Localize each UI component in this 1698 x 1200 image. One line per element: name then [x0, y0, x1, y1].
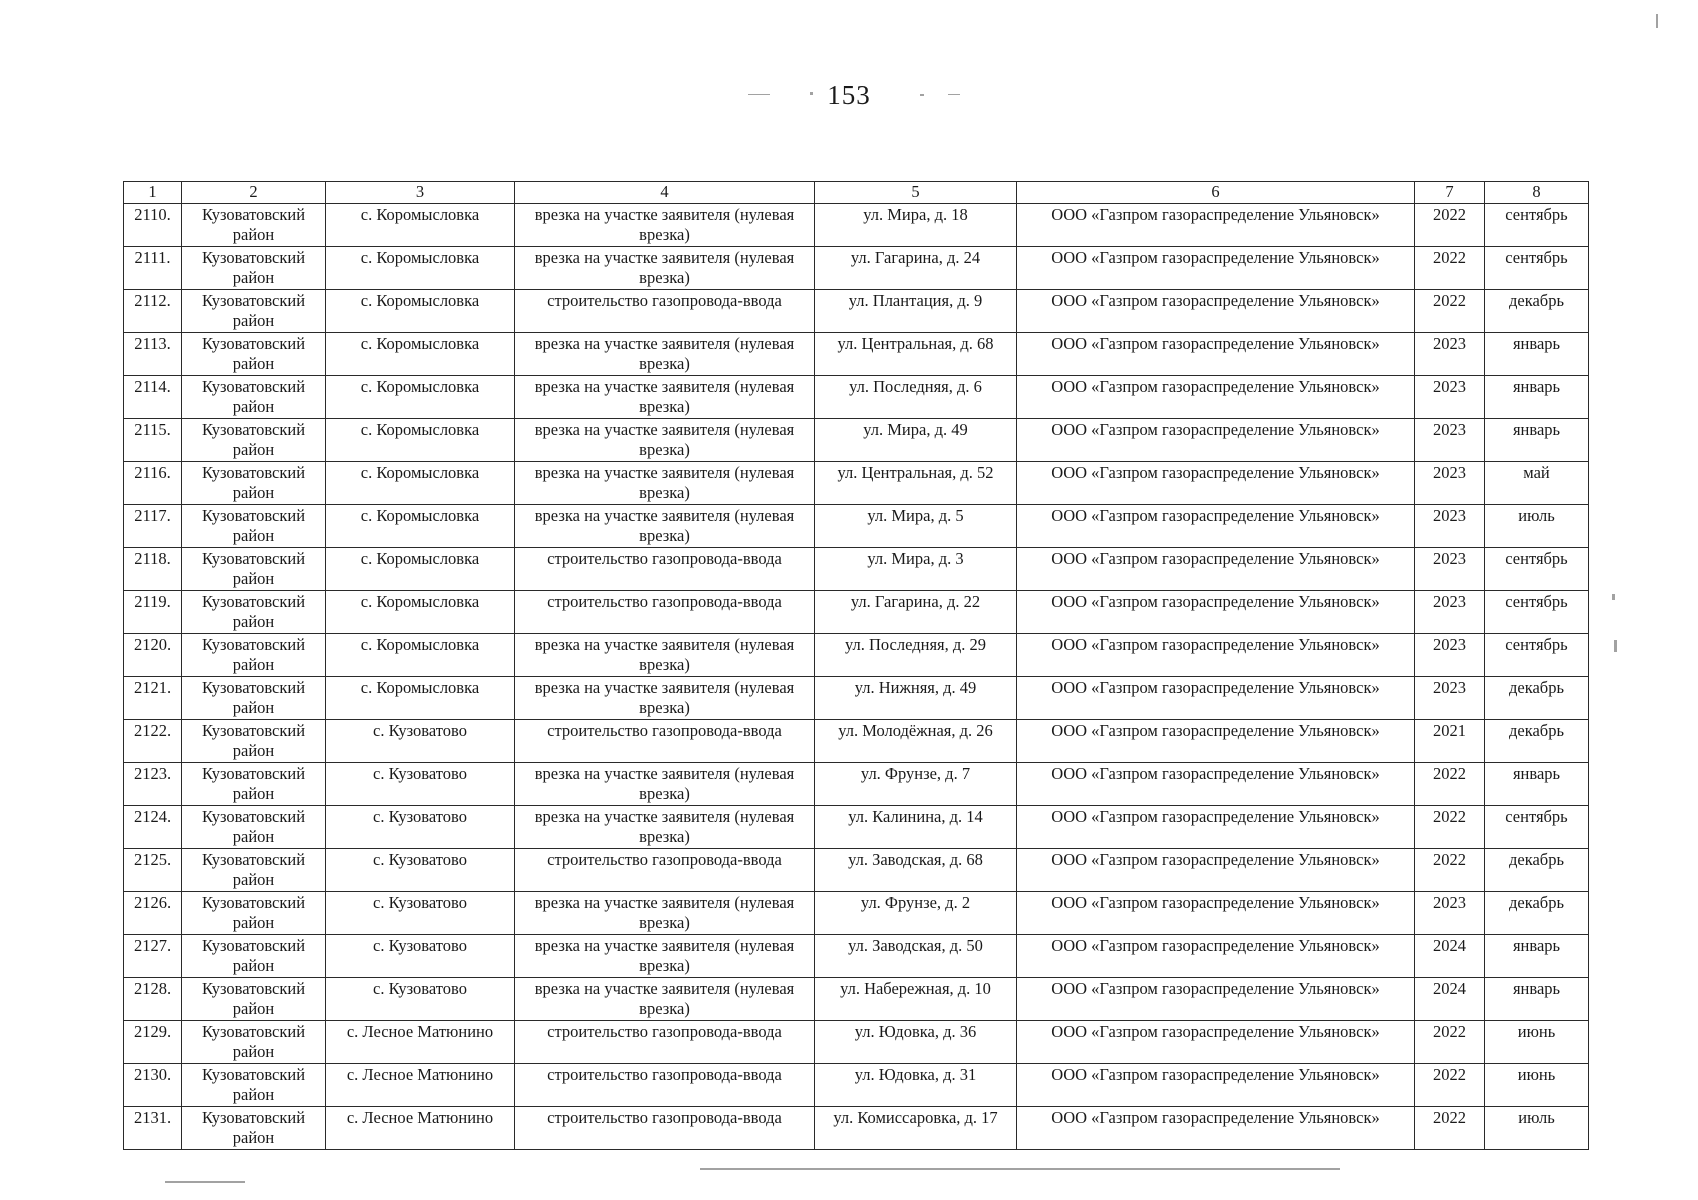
table-row: [124, 505, 1589, 548]
organization-cell: ООО «Газпром газораспределение Ульяновск»: [1017, 204, 1415, 247]
organization-cell: ООО «Газпром газораспределение Ульяновск»: [1017, 1107, 1415, 1150]
scan-artifact: [748, 94, 770, 95]
row-number-cell: 2129.: [124, 1021, 182, 1064]
table-row: [124, 677, 1589, 720]
row-number-cell: 2110.: [124, 204, 182, 247]
district-cell: Кузоватовский район: [182, 548, 326, 591]
scan-artifact: [920, 94, 924, 96]
month-cell: декабрь: [1485, 290, 1589, 333]
address-cell: ул. Комиссаровка, д. 17: [815, 1107, 1017, 1150]
month-cell: январь: [1485, 978, 1589, 1021]
year-cell: 2022: [1415, 1064, 1485, 1107]
year-cell: 2022: [1415, 290, 1485, 333]
month-cell: декабрь: [1485, 892, 1589, 935]
work-type-cell: врезка на участке заявителя (нулевая врезка): [515, 376, 815, 419]
year-cell: 2023: [1415, 333, 1485, 376]
organization-cell: ООО «Газпром газораспределение Ульяновск»: [1017, 419, 1415, 462]
year-cell: 2022: [1415, 763, 1485, 806]
address-cell: ул. Набережная, д. 10: [815, 978, 1017, 1021]
work-type-cell: строительство газопровода-ввода: [515, 591, 815, 634]
district-cell: Кузоватовский район: [182, 247, 326, 290]
address-cell: ул. Молодёжная, д. 26: [815, 720, 1017, 763]
row-number-cell: 2118.: [124, 548, 182, 591]
scan-artifact: [810, 92, 813, 95]
settlement-cell: с. Кузоватово: [326, 978, 515, 1021]
organization-cell: ООО «Газпром газораспределение Ульяновск»: [1017, 806, 1415, 849]
work-type-cell: строительство газопровода-ввода: [515, 1064, 815, 1107]
district-cell: Кузоватовский район: [182, 806, 326, 849]
address-cell: ул. Заводская, д. 68: [815, 849, 1017, 892]
district-cell: Кузоватовский район: [182, 634, 326, 677]
district-cell: Кузоватовский район: [182, 892, 326, 935]
organization-cell: ООО «Газпром газораспределение Ульяновск»: [1017, 548, 1415, 591]
district-cell: Кузоватовский район: [182, 1021, 326, 1064]
district-cell: Кузоватовский район: [182, 677, 326, 720]
settlement-cell: с. Коромысловка: [326, 247, 515, 290]
district-cell: Кузоватовский район: [182, 419, 326, 462]
row-number-cell: 2116.: [124, 462, 182, 505]
year-cell: 2022: [1415, 1107, 1485, 1150]
district-cell: Кузоватовский район: [182, 333, 326, 376]
address-cell: ул. Заводская, д. 50: [815, 935, 1017, 978]
month-cell: январь: [1485, 333, 1589, 376]
address-cell: ул. Гагарина, д. 24: [815, 247, 1017, 290]
column-header: 3: [326, 182, 515, 204]
settlement-cell: с. Лесное Матюнино: [326, 1064, 515, 1107]
table-row: [124, 290, 1589, 333]
organization-cell: ООО «Газпром газораспределение Ульяновск»: [1017, 677, 1415, 720]
organization-cell: ООО «Газпром газораспределение Ульяновск»: [1017, 591, 1415, 634]
year-cell: 2023: [1415, 892, 1485, 935]
settlement-cell: с. Коромысловка: [326, 462, 515, 505]
organization-cell: ООО «Газпром газораспределение Ульяновск»: [1017, 892, 1415, 935]
district-cell: Кузоватовский район: [182, 591, 326, 634]
month-cell: сентябрь: [1485, 634, 1589, 677]
district-cell: Кузоватовский район: [182, 935, 326, 978]
month-cell: сентябрь: [1485, 806, 1589, 849]
work-type-cell: врезка на участке заявителя (нулевая врезка): [515, 462, 815, 505]
month-cell: декабрь: [1485, 720, 1589, 763]
table-row: [124, 376, 1589, 419]
district-cell: Кузоватовский район: [182, 204, 326, 247]
row-number-cell: 2121.: [124, 677, 182, 720]
scan-artifact: [1612, 594, 1615, 600]
table-row: [124, 634, 1589, 677]
settlement-cell: с. Коромысловка: [326, 376, 515, 419]
row-number-cell: 2111.: [124, 247, 182, 290]
scan-artifact: [1614, 640, 1617, 652]
organization-cell: ООО «Газпром газораспределение Ульяновск»: [1017, 333, 1415, 376]
year-cell: 2023: [1415, 419, 1485, 462]
table-body: [124, 204, 1589, 1150]
year-cell: 2024: [1415, 935, 1485, 978]
address-cell: ул. Фрунзе, д. 7: [815, 763, 1017, 806]
work-type-cell: врезка на участке заявителя (нулевая врезка): [515, 204, 815, 247]
work-type-cell: врезка на участке заявителя (нулевая врезка): [515, 333, 815, 376]
row-number-cell: 2130.: [124, 1064, 182, 1107]
row-number-cell: 2126.: [124, 892, 182, 935]
month-cell: январь: [1485, 419, 1589, 462]
table-row: [124, 419, 1589, 462]
table-row: [124, 1107, 1589, 1150]
organization-cell: ООО «Газпром газораспределение Ульяновск»: [1017, 849, 1415, 892]
row-number-cell: 2124.: [124, 806, 182, 849]
year-cell: 2023: [1415, 462, 1485, 505]
row-number-cell: 2112.: [124, 290, 182, 333]
work-type-cell: строительство газопровода-ввода: [515, 548, 815, 591]
month-cell: сентябрь: [1485, 247, 1589, 290]
settlement-cell: с. Лесное Матюнино: [326, 1021, 515, 1064]
row-number-cell: 2119.: [124, 591, 182, 634]
month-cell: июль: [1485, 1107, 1589, 1150]
work-type-cell: врезка на участке заявителя (нулевая врезка): [515, 247, 815, 290]
column-header: 4: [515, 182, 815, 204]
year-cell: 2024: [1415, 978, 1485, 1021]
work-type-cell: врезка на участке заявителя (нулевая врезка): [515, 978, 815, 1021]
table-row: [124, 1064, 1589, 1107]
scan-artifact: [948, 94, 960, 95]
table-row: [124, 247, 1589, 290]
year-cell: 2023: [1415, 591, 1485, 634]
table-row: [124, 462, 1589, 505]
district-cell: Кузоватовский район: [182, 505, 326, 548]
work-type-cell: врезка на участке заявителя (нулевая врезка): [515, 892, 815, 935]
address-cell: ул. Мира, д. 18: [815, 204, 1017, 247]
year-cell: 2022: [1415, 849, 1485, 892]
settlement-cell: с. Коромысловка: [326, 333, 515, 376]
month-cell: сентябрь: [1485, 591, 1589, 634]
row-number-cell: 2113.: [124, 333, 182, 376]
column-header: 8: [1485, 182, 1589, 204]
row-number-cell: 2120.: [124, 634, 182, 677]
organization-cell: ООО «Газпром газораспределение Ульяновск»: [1017, 462, 1415, 505]
row-number-cell: 2123.: [124, 763, 182, 806]
settlement-cell: с. Кузоватово: [326, 720, 515, 763]
address-cell: ул. Юдовка, д. 31: [815, 1064, 1017, 1107]
address-cell: ул. Мира, д. 3: [815, 548, 1017, 591]
column-header: 6: [1017, 182, 1415, 204]
organization-cell: ООО «Газпром газораспределение Ульяновск»: [1017, 376, 1415, 419]
address-cell: ул. Юдовка, д. 36: [815, 1021, 1017, 1064]
month-cell: сентябрь: [1485, 548, 1589, 591]
settlement-cell: с. Кузоватово: [326, 892, 515, 935]
year-cell: 2022: [1415, 1021, 1485, 1064]
address-cell: ул. Нижняя, д. 49: [815, 677, 1017, 720]
table-row: [124, 763, 1589, 806]
organization-cell: ООО «Газпром газораспределение Ульяновск»: [1017, 935, 1415, 978]
district-cell: Кузоватовский район: [182, 720, 326, 763]
scan-artifact: [165, 1181, 245, 1183]
month-cell: декабрь: [1485, 849, 1589, 892]
organization-cell: ООО «Газпром газораспределение Ульяновск»: [1017, 720, 1415, 763]
table-row: [124, 892, 1589, 935]
district-cell: Кузоватовский район: [182, 290, 326, 333]
month-cell: декабрь: [1485, 677, 1589, 720]
settlement-cell: с. Кузоватово: [326, 806, 515, 849]
work-type-cell: строительство газопровода-ввода: [515, 1107, 815, 1150]
year-cell: 2022: [1415, 247, 1485, 290]
year-cell: 2023: [1415, 505, 1485, 548]
settlement-cell: с. Коромысловка: [326, 677, 515, 720]
settlement-cell: с. Лесное Матюнино: [326, 1107, 515, 1150]
work-type-cell: строительство газопровода-ввода: [515, 1021, 815, 1064]
month-cell: сентябрь: [1485, 204, 1589, 247]
year-cell: 2021: [1415, 720, 1485, 763]
work-type-cell: врезка на участке заявителя (нулевая врезка): [515, 634, 815, 677]
address-cell: ул. Последняя, д. 6: [815, 376, 1017, 419]
organization-cell: ООО «Газпром газораспределение Ульяновск»: [1017, 1021, 1415, 1064]
row-number-cell: 2114.: [124, 376, 182, 419]
settlement-cell: с. Коромысловка: [326, 419, 515, 462]
column-header: 5: [815, 182, 1017, 204]
district-cell: Кузоватовский район: [182, 849, 326, 892]
settlement-cell: с. Коромысловка: [326, 204, 515, 247]
work-type-cell: врезка на участке заявителя (нулевая врезка): [515, 505, 815, 548]
settlement-cell: с. Кузоватово: [326, 935, 515, 978]
work-type-cell: врезка на участке заявителя (нулевая врезка): [515, 935, 815, 978]
settlement-cell: с. Коромысловка: [326, 634, 515, 677]
table-row: [124, 333, 1589, 376]
work-type-cell: врезка на участке заявителя (нулевая врезка): [515, 763, 815, 806]
year-cell: 2023: [1415, 634, 1485, 677]
address-cell: ул. Последняя, д. 29: [815, 634, 1017, 677]
table-row: [124, 978, 1589, 1021]
address-cell: ул. Фрунзе, д. 2: [815, 892, 1017, 935]
district-cell: Кузоватовский район: [182, 462, 326, 505]
column-header: 2: [182, 182, 326, 204]
district-cell: Кузоватовский район: [182, 978, 326, 1021]
address-cell: ул. Центральная, д. 52: [815, 462, 1017, 505]
address-cell: ул. Гагарина, д. 22: [815, 591, 1017, 634]
table-row: [124, 849, 1589, 892]
work-type-cell: врезка на участке заявителя (нулевая врезка): [515, 806, 815, 849]
scan-artifact: [1656, 14, 1658, 28]
year-cell: 2022: [1415, 204, 1485, 247]
address-cell: ул. Калинина, д. 14: [815, 806, 1017, 849]
register-table: [123, 181, 1589, 1150]
scan-artifact: [700, 1168, 1340, 1170]
page-number: 153: [827, 80, 871, 110]
settlement-cell: с. Коромысловка: [326, 505, 515, 548]
work-type-cell: строительство газопровода-ввода: [515, 849, 815, 892]
table-row: [124, 935, 1589, 978]
organization-cell: ООО «Газпром газораспределение Ульяновск»: [1017, 290, 1415, 333]
row-number-cell: 2125.: [124, 849, 182, 892]
year-cell: 2023: [1415, 548, 1485, 591]
row-number-cell: 2127.: [124, 935, 182, 978]
row-number-cell: 2117.: [124, 505, 182, 548]
month-cell: июнь: [1485, 1021, 1589, 1064]
address-cell: ул. Мира, д. 49: [815, 419, 1017, 462]
settlement-cell: с. Кузоватово: [326, 849, 515, 892]
organization-cell: ООО «Газпром газораспределение Ульяновск»: [1017, 634, 1415, 677]
work-type-cell: врезка на участке заявителя (нулевая врезка): [515, 419, 815, 462]
month-cell: январь: [1485, 376, 1589, 419]
row-number-cell: 2131.: [124, 1107, 182, 1150]
header-row: [124, 182, 1589, 204]
table-row: [124, 591, 1589, 634]
year-cell: 2023: [1415, 376, 1485, 419]
table-row: [124, 204, 1589, 247]
settlement-cell: с. Кузоватово: [326, 763, 515, 806]
organization-cell: ООО «Газпром газораспределение Ульяновск»: [1017, 763, 1415, 806]
address-cell: ул. Плантация, д. 9: [815, 290, 1017, 333]
settlement-cell: с. Коромысловка: [326, 290, 515, 333]
row-number-cell: 2128.: [124, 978, 182, 1021]
district-cell: Кузоватовский район: [182, 1107, 326, 1150]
row-number-cell: 2115.: [124, 419, 182, 462]
month-cell: июнь: [1485, 1064, 1589, 1107]
work-type-cell: врезка на участке заявителя (нулевая врезка): [515, 677, 815, 720]
work-type-cell: строительство газопровода-ввода: [515, 290, 815, 333]
district-cell: Кузоватовский район: [182, 1064, 326, 1107]
settlement-cell: с. Коромысловка: [326, 591, 515, 634]
month-cell: июль: [1485, 505, 1589, 548]
organization-cell: ООО «Газпром газораспределение Ульяновск»: [1017, 505, 1415, 548]
row-number-cell: 2122.: [124, 720, 182, 763]
table-row: [124, 1021, 1589, 1064]
address-cell: ул. Мира, д. 5: [815, 505, 1017, 548]
month-cell: январь: [1485, 763, 1589, 806]
district-cell: Кузоватовский район: [182, 376, 326, 419]
organization-cell: ООО «Газпром газораспределение Ульяновск»: [1017, 978, 1415, 1021]
work-type-cell: строительство газопровода-ввода: [515, 720, 815, 763]
district-cell: Кузоватовский район: [182, 763, 326, 806]
column-header: 7: [1415, 182, 1485, 204]
table-row: [124, 720, 1589, 763]
organization-cell: ООО «Газпром газораспределение Ульяновск»: [1017, 247, 1415, 290]
year-cell: 2023: [1415, 677, 1485, 720]
settlement-cell: с. Коромысловка: [326, 548, 515, 591]
column-header: 1: [124, 182, 182, 204]
address-cell: ул. Центральная, д. 68: [815, 333, 1017, 376]
table-row: [124, 806, 1589, 849]
organization-cell: ООО «Газпром газораспределение Ульяновск»: [1017, 1064, 1415, 1107]
month-cell: январь: [1485, 935, 1589, 978]
year-cell: 2022: [1415, 806, 1485, 849]
table-row: [124, 548, 1589, 591]
month-cell: май: [1485, 462, 1589, 505]
